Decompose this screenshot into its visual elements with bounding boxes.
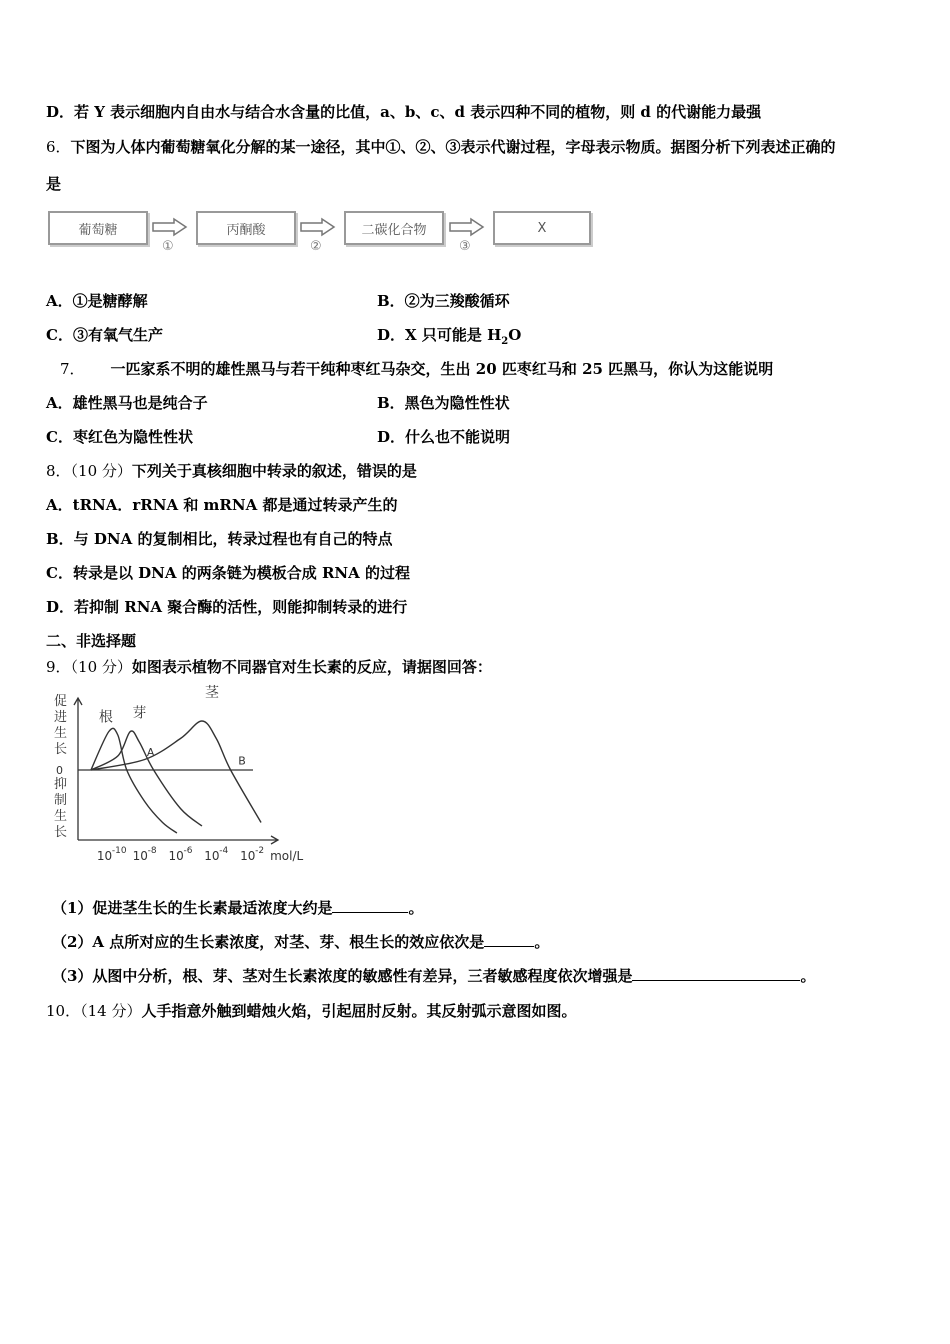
annotation-A: A xyxy=(146,746,155,760)
x-tick-label: 10 xyxy=(168,849,184,863)
x-tick-label: 10 xyxy=(240,849,256,863)
y-zero-label: 0 xyxy=(56,764,63,777)
q8-stem xyxy=(46,461,417,481)
flow-box-two-carbon: 二碳化合物 xyxy=(344,211,444,245)
y-label-inhibit-char: 制 xyxy=(54,793,68,808)
q7-option-b: B．黑色为隐性性状 xyxy=(377,394,510,412)
q8-stem-text: 下列关于真核细胞中转录的叙述，错误的是 xyxy=(131,462,417,480)
q9-sub3 xyxy=(52,966,815,986)
q6-option-c: C．③有氧气生产 xyxy=(46,326,163,344)
q9-sub2 xyxy=(52,932,549,952)
series-label-茎: 茎 xyxy=(204,685,219,701)
q6-option-a: A．①是糖酵解 xyxy=(46,292,148,310)
x-tick-exponent: -8 xyxy=(147,846,157,856)
curve-根 xyxy=(91,728,177,833)
flow-step-3: ③ xyxy=(459,239,471,254)
q6-stem-line1: 下图为人体内葡萄糖氧化分解的某一途径，其中①、②、③表示代谢过程，字母表示物质。据图分析下列表述正确的 xyxy=(70,138,836,156)
y-label-inhibit-char: 生 xyxy=(54,809,68,824)
q7-option-a: A．雄性黑马也是纯合子 xyxy=(46,394,208,412)
flow-arrow-2-icon xyxy=(300,218,336,236)
flow-box-pyruvate: 丙酮酸 xyxy=(196,211,296,245)
q10-number: 10．（14 分） xyxy=(46,1002,142,1020)
series-label-芽: 芽 xyxy=(132,705,147,722)
y-label-promote-char: 进 xyxy=(54,710,68,725)
x-tick-exponent: -10 xyxy=(111,846,127,856)
q6-option-d-text: D．X 只可能是 H xyxy=(377,326,502,344)
flow-box-x: X xyxy=(493,211,591,245)
q7-option-d: D．什么也不能说明 xyxy=(377,428,511,446)
x-tick-exponent: -6 xyxy=(183,846,193,856)
q7-option-c: C．枣红色为隐性性状 xyxy=(46,428,193,446)
flow-arrow-1-icon xyxy=(152,218,188,236)
section-heading-non-choice: 二、非选择题 xyxy=(46,632,137,650)
q9-sub2-end: 。 xyxy=(534,933,550,951)
q7-stem xyxy=(60,359,773,379)
q6-option-d-subscript: 2 xyxy=(501,336,509,347)
q5-option-d: D．若 Y 表示细胞内自由水与结合水含量的比值，a、b、c、d 表示四种不同的植物，则 d 的代谢能力最强 xyxy=(46,103,762,121)
y-label-promote-char: 长 xyxy=(54,742,68,757)
x-tick-label: 10 xyxy=(204,849,220,863)
q9-number: 9．（10 分） xyxy=(46,658,132,676)
flow-step-1: ① xyxy=(162,239,174,254)
q9-sub1-end: 。 xyxy=(408,899,424,917)
y-label-promote-char: 促 xyxy=(54,694,68,709)
q9-sub3-text: （3）从图中分析，根、芽、茎对生长素浓度的敏感性有差异，三者敏感程度依次增强是 xyxy=(52,967,633,985)
q9-sub2-answer-blank[interactable] xyxy=(484,932,534,947)
q6-stem xyxy=(46,137,836,157)
q9-sub3-end: 。 xyxy=(800,967,816,985)
x-tick-exponent: -2 xyxy=(255,846,265,856)
q10-stem-text: 人手指意外触到蜡烛火焰，引起屈肘反射。其反射弧示意图如图。 xyxy=(141,1002,577,1020)
q6-stem-line2: 是 xyxy=(46,175,62,193)
annotation-B: B xyxy=(238,754,246,768)
y-label-inhibit-char: 抑 xyxy=(54,777,68,792)
q7-number: 7． xyxy=(60,360,85,378)
q8-option-d: D．若抑制 RNA 聚合酶的活性，则能抑制转录的进行 xyxy=(46,598,408,616)
x-unit-label: mol/L xyxy=(270,849,304,863)
q9-stem xyxy=(46,657,492,677)
flow-arrow-3-icon xyxy=(449,218,485,236)
y-label-promote-char: 生 xyxy=(54,726,68,741)
q9-stem-text: 如图表示植物不同器官对生长素的反应，请据图回答： xyxy=(131,658,492,676)
q9-sub1-text: （1）促进茎生长的生长素最适浓度大约是 xyxy=(52,899,333,917)
q6-number: 6． xyxy=(46,138,71,156)
q8-number: 8．（10 分） xyxy=(46,462,132,480)
q9-sub1 xyxy=(52,898,423,918)
curve-茎 xyxy=(91,721,261,823)
q6-option-d-suffix: O xyxy=(508,326,522,344)
auxin-response-chart xyxy=(48,685,304,865)
q8-option-c: C．转录是以 DNA 的两条链为模板合成 RNA 的过程 xyxy=(46,564,411,582)
q7-stem-text: 一匹家系不明的雄性黑马与若干纯种枣红马杂交，生出 20 匹枣红马和 25 匹黑马，你认为这能说明 xyxy=(110,360,774,378)
q8-option-b: B．与 DNA 的复制相比，转录过程也有自己的特点 xyxy=(46,530,393,548)
x-tick-label: 10 xyxy=(96,849,113,863)
flow-step-2: ② xyxy=(310,239,322,254)
q9-sub2-text: （2）A 点所对应的生长素浓度，对茎、芽、根生长的效应依次是 xyxy=(52,933,485,951)
y-label-inhibit-char: 长 xyxy=(54,825,68,840)
x-tick-exponent: -4 xyxy=(219,846,229,856)
flow-box-glucose: 葡萄糖 xyxy=(48,211,148,245)
q9-sub3-answer-blank[interactable] xyxy=(632,966,800,981)
x-tick-label: 10 xyxy=(132,849,148,863)
q6-option-d xyxy=(377,325,521,352)
q10-stem xyxy=(46,1001,576,1021)
q8-option-a: A．tRNA．rRNA 和 mRNA 都是通过转录产生的 xyxy=(46,496,398,514)
q6-option-b: B．②为三羧酸循环 xyxy=(377,292,510,310)
series-label-根: 根 xyxy=(98,709,113,726)
q9-sub1-answer-blank[interactable] xyxy=(332,898,408,913)
